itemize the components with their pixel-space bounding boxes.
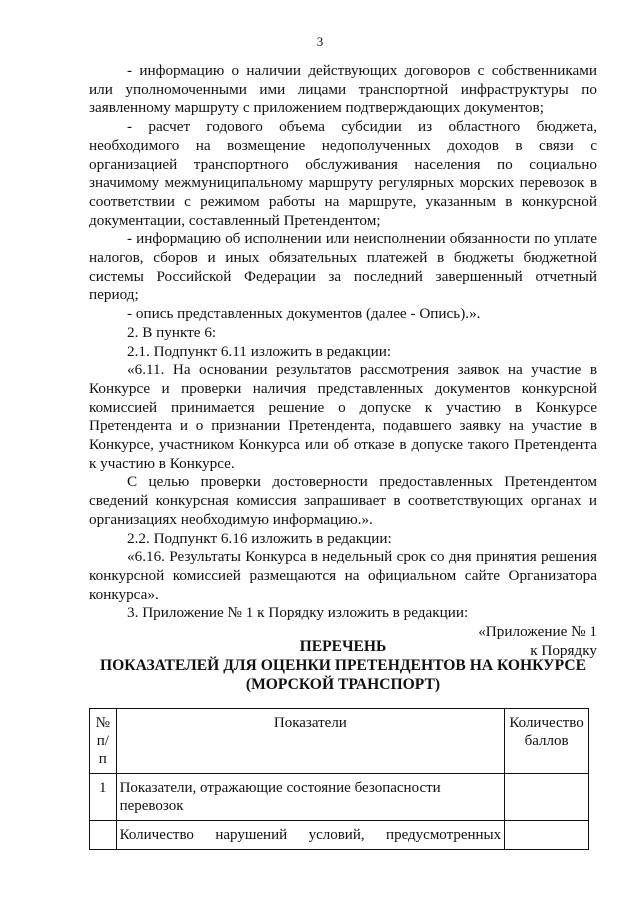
page-number: 3 xyxy=(316,34,324,49)
list-heading xyxy=(89,637,597,694)
header-indicator: Показатели xyxy=(116,709,505,774)
paragraph: 2.1. Подпункт 6.11 изложить в редакции: xyxy=(127,342,392,360)
table-row xyxy=(90,821,589,850)
paragraph: - информацию об исполнении или неисполнении обязанности по уплате налогов, сборов и иных обязательных платежей в бюджеты бюджетной системы Российской Федерации за последний завершенный отчетный период; xyxy=(89,230,597,304)
row-indicator: Количество нарушений условий, предусмотренных xyxy=(116,821,505,850)
appendix-reference-line1: «Приложение № 1 xyxy=(478,623,597,641)
table-row xyxy=(90,774,589,821)
header-num: № п/п xyxy=(90,709,117,774)
row-num: 1 xyxy=(90,774,117,821)
appendix-reference-line2: к Порядку xyxy=(530,641,597,659)
paragraph: 2. В пункте 6: xyxy=(127,323,217,341)
heading-subtitle: ПОКАЗАТЕЛЕЙ ДЛЯ ОЦЕНКИ ПРЕТЕНДЕНТОВ НА КОНКУРСЕ xyxy=(100,657,586,674)
row-points xyxy=(505,821,589,850)
paragraph: С целью проверки достоверности предоставленных Претендентом сведений конкурсная комиссия запрашивает в соответствующих органах и организациях необходимую информацию.». xyxy=(89,473,597,528)
row-indicator: Показатели, отражающие состояние безопасности перевозок xyxy=(116,774,505,821)
paragraph: «6.11. На основании результатов рассмотрения заявок на участие в Конкурсе и проверки наличия представленных документов конкурсной комиссией принимается решение о допуске к участию в Конкурсе Претендента и о признании Претендента, подавшего заявку на участие в Конкурсе, участником Конкурса или об отказе в допуске такого Претендента к участию в Конкурсе. xyxy=(89,361,597,472)
table-header-row xyxy=(90,709,589,774)
header-points: Количество баллов xyxy=(505,709,589,774)
paragraph: - опись представленных документов (далее - Опись).». xyxy=(127,305,481,323)
document-body xyxy=(89,62,597,661)
heading-title: ПЕРЕЧЕНЬ xyxy=(299,638,387,655)
paragraph: 2.2. Подпункт 6.16 изложить в редакции: xyxy=(127,529,392,547)
row-num xyxy=(90,821,117,850)
row-points xyxy=(505,774,589,821)
paragraph: - расчет годового объема субсидии из областного бюджета, необходимого на возмещение недополученных доходов в связи с организацией транспортного обслуживания населения по социально значимому межмуниципальному маршруту регулярных морских перевозок в соответствии с режимом работы на маршруте, указанным в конкурсной документации, составленный Претендентом; xyxy=(89,118,597,229)
criteria-table xyxy=(89,708,589,850)
paragraph: 3. Приложение № 1 к Порядку изложить в редакции: xyxy=(127,604,469,622)
heading-subtitle-transport: (МОРСКОЙ ТРАНСПОРТ) xyxy=(245,676,441,693)
paragraph: «6.16. Результаты Конкурса в недельный срок со дня принятия решения конкурсной комиссией размещаются на официальном сайте Организатора конкурса». xyxy=(89,548,597,603)
paragraph: - информацию о наличии действующих договоров с собственниками или уполномоченными ими лицами транспортной инфраструктуры по заявленному маршруту с приложением подтверждающих документов; xyxy=(89,62,597,117)
